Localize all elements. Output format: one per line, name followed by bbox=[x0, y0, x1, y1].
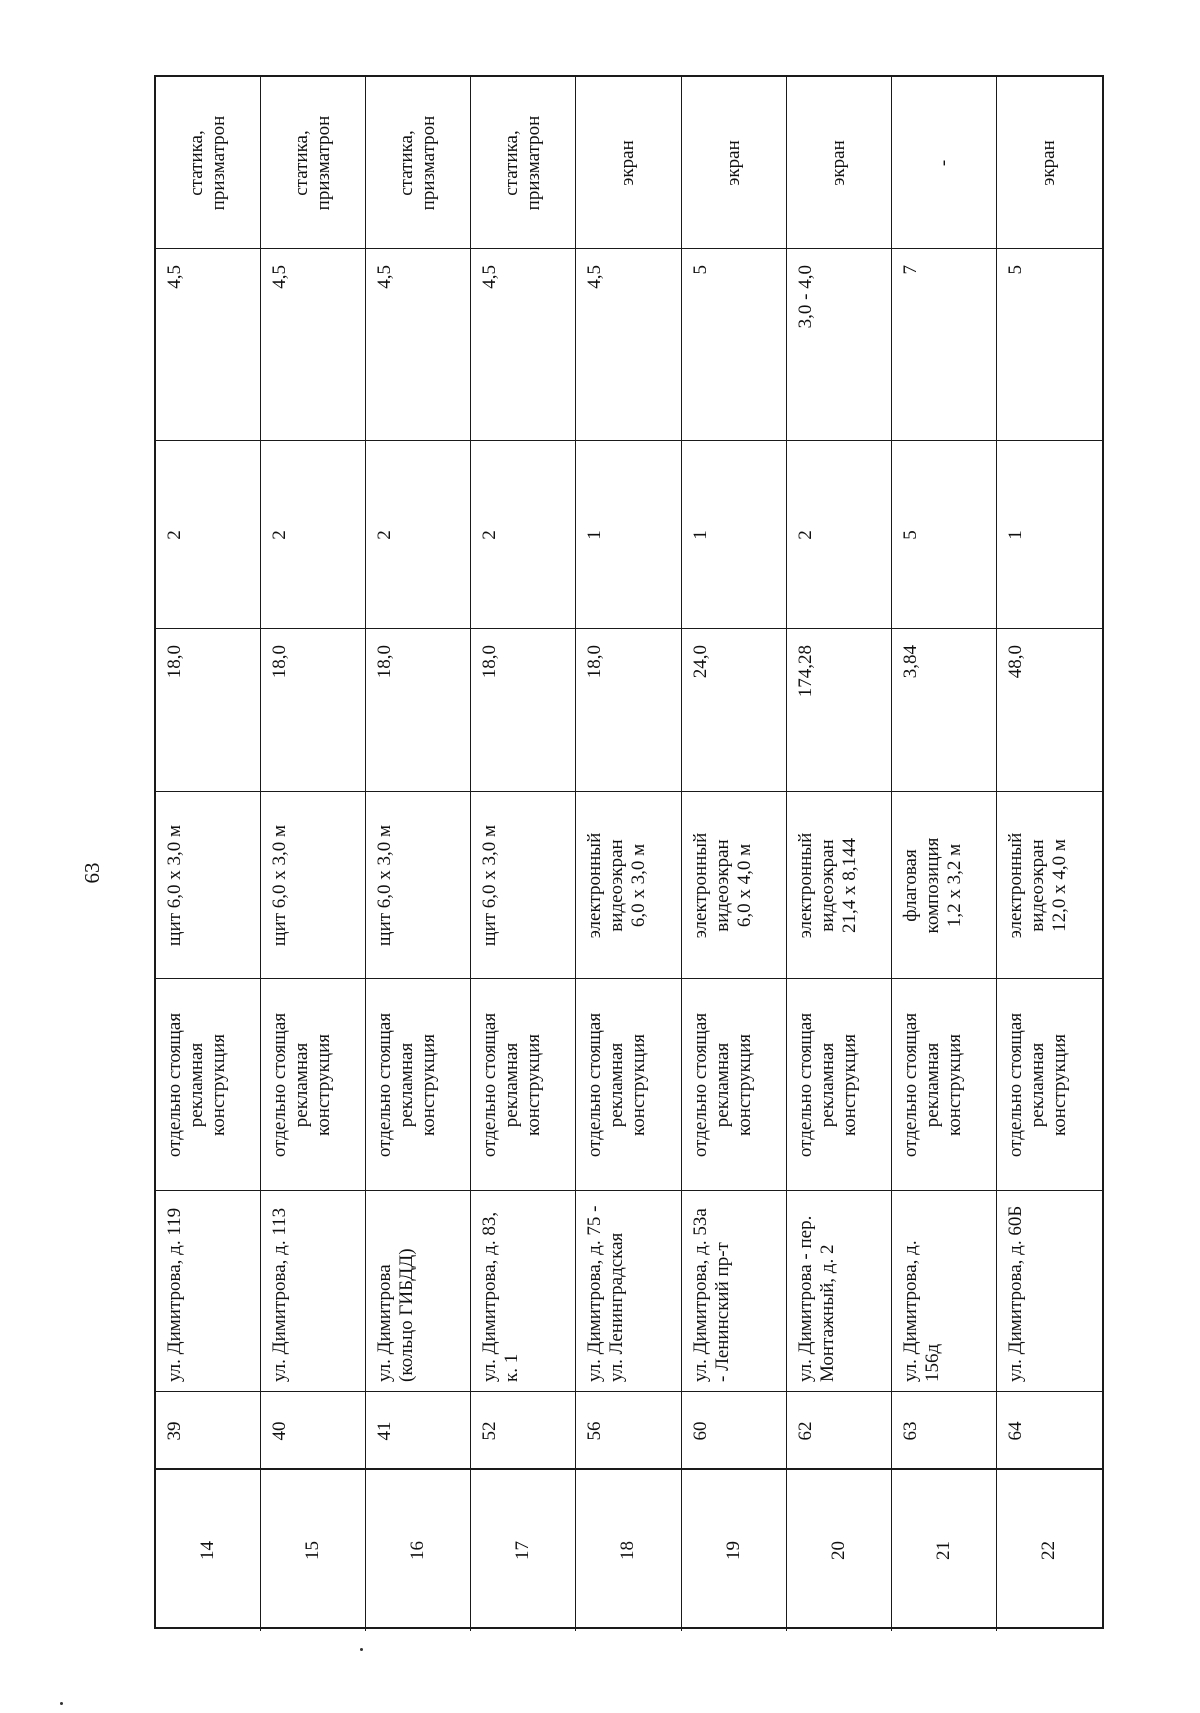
format-cell bbox=[156, 792, 261, 979]
tech-line: статика, bbox=[396, 130, 418, 196]
format-line: видеоэкран bbox=[816, 839, 838, 932]
format-cell bbox=[261, 792, 366, 979]
format-line: электронный bbox=[584, 832, 606, 939]
sides-cell bbox=[261, 441, 366, 629]
type-cell bbox=[366, 979, 471, 1191]
index-value: 19 bbox=[722, 1541, 744, 1560]
height-value: 5 bbox=[1004, 265, 1026, 275]
index-value: 17 bbox=[512, 1541, 534, 1560]
format-line: композиция bbox=[921, 837, 943, 934]
type-line: конструкция bbox=[208, 1034, 229, 1136]
address-line: ул. Димитрова - пер. bbox=[794, 1215, 816, 1382]
sides-value: 1 bbox=[1004, 530, 1026, 540]
height-value: 4,5 bbox=[584, 265, 606, 289]
type-line: рекламная bbox=[291, 1042, 313, 1128]
address-line: ул. Димитрова, д. 60Б bbox=[1004, 1205, 1026, 1382]
index-value: 20 bbox=[827, 1541, 849, 1560]
format-line: видеоэкран bbox=[1026, 839, 1048, 932]
tech-cell bbox=[576, 77, 681, 249]
format-cell bbox=[576, 792, 681, 979]
type-line: конструкция bbox=[313, 1034, 335, 1136]
index-value: 18 bbox=[617, 1541, 639, 1560]
tech-line: статика, bbox=[501, 130, 523, 196]
type-cell bbox=[471, 979, 576, 1191]
sides-value: 2 bbox=[479, 530, 501, 540]
type-line: рекламная bbox=[501, 1042, 523, 1128]
type-cell bbox=[156, 979, 261, 1191]
type-line: конструкция bbox=[523, 1034, 545, 1136]
address-line: к. 1 bbox=[501, 1353, 523, 1382]
address-cell bbox=[471, 1191, 576, 1392]
format-line: 1,2 х 3,2 м bbox=[943, 843, 965, 928]
address-line: ул. Ленинградская bbox=[606, 1232, 628, 1382]
format-line: электронный bbox=[689, 832, 711, 939]
number-cell bbox=[471, 1392, 576, 1470]
type-line: рекламная bbox=[186, 1042, 207, 1128]
area-cell bbox=[576, 629, 681, 792]
sides-cell bbox=[576, 441, 681, 629]
tech-line: призматрон bbox=[418, 115, 440, 211]
format-line: электронный bbox=[1004, 832, 1026, 939]
number-cell bbox=[261, 1392, 366, 1470]
height-cell bbox=[156, 249, 261, 441]
index-cell bbox=[787, 1470, 892, 1631]
type-line: отдельно стоящая bbox=[164, 1012, 185, 1158]
tech-cell bbox=[366, 77, 471, 249]
area-value: 24,0 bbox=[689, 645, 711, 679]
type-line: рекламная bbox=[1026, 1042, 1048, 1128]
type-line: конструкция bbox=[1048, 1034, 1070, 1136]
tech-cell bbox=[892, 77, 997, 249]
tech-line: экран bbox=[1037, 140, 1059, 186]
type-cell bbox=[997, 979, 1102, 1191]
address-cell bbox=[892, 1191, 997, 1392]
area-value: 18,0 bbox=[479, 645, 501, 679]
type-line: конструкция bbox=[418, 1034, 440, 1136]
tech-line: статика, bbox=[291, 130, 313, 196]
index-value: 21 bbox=[932, 1541, 954, 1560]
address-line: 156д bbox=[921, 1343, 943, 1382]
tech-line: призматрон bbox=[313, 115, 335, 211]
sides-cell bbox=[682, 441, 787, 629]
tech-line: - bbox=[932, 159, 954, 167]
index-value: 22 bbox=[1037, 1541, 1059, 1560]
scan-speck bbox=[360, 1648, 363, 1651]
height-cell bbox=[997, 249, 1102, 441]
type-line: рекламная bbox=[816, 1042, 838, 1128]
type-line: отдельно стоящая bbox=[794, 1012, 816, 1158]
address-line: Монтажный, д. 2 bbox=[816, 1244, 838, 1382]
area-cell bbox=[156, 629, 261, 792]
height-value: 4,5 bbox=[164, 265, 185, 289]
tech-cell bbox=[261, 77, 366, 249]
document-table bbox=[154, 75, 1104, 1629]
area-cell bbox=[997, 629, 1102, 792]
number-value: 56 bbox=[584, 1421, 606, 1441]
sides-value: 2 bbox=[269, 530, 291, 540]
height-value: 5 bbox=[689, 265, 711, 275]
format-line: видеоэкран bbox=[606, 839, 628, 932]
address-line: ул. Димитрова, д. 83, bbox=[479, 1211, 501, 1382]
format-line: 6,0 х 4,0 м bbox=[733, 843, 755, 928]
address-line: - Ленинский пр-т bbox=[711, 1242, 733, 1382]
index-cell bbox=[366, 1470, 471, 1631]
type-cell bbox=[261, 979, 366, 1191]
tech-cell bbox=[471, 77, 576, 249]
area-cell bbox=[892, 629, 997, 792]
index-cell bbox=[576, 1470, 681, 1631]
address-line: ул. Димитрова, д. 119 bbox=[164, 1207, 185, 1382]
type-line: отдельно стоящая bbox=[479, 1012, 501, 1158]
address-line: ул. Димитрова bbox=[374, 1264, 396, 1382]
type-line: отдельно стоящая bbox=[269, 1012, 291, 1158]
height-value: 7 bbox=[899, 265, 921, 275]
page-number: 63 bbox=[80, 862, 104, 884]
index-cell bbox=[156, 1470, 261, 1631]
format-line: электронный bbox=[794, 832, 816, 939]
type-line: рекламная bbox=[606, 1042, 628, 1128]
format-line: 6,0 х 3,0 м bbox=[628, 843, 650, 928]
height-cell bbox=[366, 249, 471, 441]
sides-value: 1 bbox=[584, 530, 606, 540]
tech-line: призматрон bbox=[208, 115, 229, 211]
format-cell bbox=[787, 792, 892, 979]
number-cell bbox=[576, 1392, 681, 1470]
area-value: 18,0 bbox=[164, 645, 185, 679]
tech-cell bbox=[997, 77, 1102, 249]
tech-line: призматрон bbox=[523, 115, 545, 211]
index-cell bbox=[471, 1470, 576, 1631]
type-line: отдельно стоящая bbox=[1004, 1012, 1026, 1158]
height-cell bbox=[682, 249, 787, 441]
tech-cell bbox=[682, 77, 787, 249]
tech-line: экран bbox=[827, 140, 849, 186]
area-value: 18,0 bbox=[584, 645, 606, 679]
sides-cell bbox=[892, 441, 997, 629]
number-value: 63 bbox=[899, 1421, 921, 1441]
type-line: рекламная bbox=[711, 1042, 733, 1128]
area-cell bbox=[682, 629, 787, 792]
address-cell bbox=[787, 1191, 892, 1392]
format-line: щит 6,0 х 3,0 м bbox=[479, 824, 501, 947]
sides-value: 1 bbox=[689, 530, 711, 540]
area-cell bbox=[787, 629, 892, 792]
address-cell bbox=[156, 1191, 261, 1392]
number-value: 60 bbox=[689, 1421, 711, 1441]
index-value: 16 bbox=[407, 1541, 429, 1560]
index-value: 14 bbox=[197, 1541, 218, 1560]
index-cell bbox=[892, 1470, 997, 1631]
format-line: щит 6,0 х 3,0 м bbox=[164, 824, 185, 947]
format-cell bbox=[997, 792, 1102, 979]
type-line: рекламная bbox=[921, 1042, 943, 1128]
type-line: рекламная bbox=[396, 1042, 418, 1128]
area-cell bbox=[366, 629, 471, 792]
height-value: 4,5 bbox=[479, 265, 501, 289]
number-value: 39 bbox=[164, 1421, 185, 1441]
height-cell bbox=[892, 249, 997, 441]
type-line: отдельно стоящая bbox=[584, 1012, 606, 1158]
type-line: отдельно стоящая bbox=[899, 1012, 921, 1158]
sides-cell bbox=[156, 441, 261, 629]
sides-value: 2 bbox=[164, 530, 185, 540]
sides-value: 2 bbox=[374, 530, 396, 540]
area-cell bbox=[261, 629, 366, 792]
format-line: видеоэкран bbox=[711, 839, 733, 932]
type-line: отдельно стоящая bbox=[374, 1012, 396, 1158]
type-line: конструкция bbox=[628, 1034, 650, 1136]
type-cell bbox=[682, 979, 787, 1191]
number-cell bbox=[682, 1392, 787, 1470]
area-value: 18,0 bbox=[269, 645, 291, 679]
type-cell bbox=[787, 979, 892, 1191]
tech-cell bbox=[156, 77, 261, 249]
sides-value: 2 bbox=[794, 530, 816, 540]
scan-speck bbox=[60, 1702, 63, 1705]
address-line: ул. Димитрова, д. 75 - bbox=[584, 1205, 606, 1382]
index-cell bbox=[682, 1470, 787, 1631]
format-line: щит 6,0 х 3,0 м bbox=[374, 824, 396, 947]
type-line: конструкция bbox=[733, 1034, 755, 1136]
sides-cell bbox=[997, 441, 1102, 629]
height-value: 3,0 - 4,0 bbox=[794, 265, 816, 329]
index-value: 15 bbox=[302, 1541, 324, 1560]
area-value: 3,84 bbox=[899, 645, 921, 679]
sides-cell bbox=[787, 441, 892, 629]
height-cell bbox=[576, 249, 681, 441]
tech-cell bbox=[787, 77, 892, 249]
format-cell bbox=[366, 792, 471, 979]
tech-line: экран bbox=[617, 140, 639, 186]
type-line: конструкция bbox=[943, 1034, 965, 1136]
number-value: 41 bbox=[374, 1421, 396, 1441]
height-cell bbox=[471, 249, 576, 441]
address-cell bbox=[682, 1191, 787, 1392]
format-cell bbox=[471, 792, 576, 979]
number-cell bbox=[997, 1392, 1102, 1470]
address-cell bbox=[366, 1191, 471, 1392]
tech-line: статика, bbox=[186, 130, 207, 196]
number-cell bbox=[892, 1392, 997, 1470]
tech-line: экран bbox=[722, 140, 744, 186]
height-value: 4,5 bbox=[374, 265, 396, 289]
address-line: (кольцо ГИБДД) bbox=[396, 1248, 418, 1382]
number-cell bbox=[787, 1392, 892, 1470]
sides-cell bbox=[471, 441, 576, 629]
height-cell bbox=[261, 249, 366, 441]
number-value: 64 bbox=[1004, 1421, 1026, 1441]
type-cell bbox=[576, 979, 681, 1191]
area-value: 174,28 bbox=[794, 645, 816, 698]
number-cell bbox=[366, 1392, 471, 1470]
sides-value: 5 bbox=[899, 530, 921, 540]
type-line: отдельно стоящая bbox=[689, 1012, 711, 1158]
type-line: конструкция bbox=[838, 1034, 860, 1136]
format-line: щит 6,0 х 3,0 м bbox=[269, 824, 291, 947]
number-cell bbox=[156, 1392, 261, 1470]
height-cell bbox=[787, 249, 892, 441]
format-line: 21,4 х 8,144 bbox=[838, 838, 860, 933]
number-value: 40 bbox=[269, 1421, 291, 1441]
format-cell bbox=[682, 792, 787, 979]
format-line: флаговая bbox=[899, 849, 921, 922]
address-line: ул. Димитрова, д. 53а bbox=[689, 1208, 711, 1382]
format-cell bbox=[892, 792, 997, 979]
number-value: 62 bbox=[794, 1421, 816, 1441]
address-cell bbox=[576, 1191, 681, 1392]
address-line: ул. Димитрова, д. 113 bbox=[269, 1207, 291, 1382]
format-line: 12,0 х 4,0 м bbox=[1048, 839, 1070, 932]
sides-cell bbox=[366, 441, 471, 629]
index-cell bbox=[261, 1470, 366, 1631]
area-cell bbox=[471, 629, 576, 792]
index-cell bbox=[997, 1470, 1102, 1631]
area-value: 18,0 bbox=[374, 645, 396, 679]
area-value: 48,0 bbox=[1004, 645, 1026, 679]
address-cell bbox=[261, 1191, 366, 1392]
address-cell bbox=[997, 1191, 1102, 1392]
height-value: 4,5 bbox=[269, 265, 291, 289]
address-line: ул. Димитрова, д. bbox=[899, 1240, 921, 1382]
type-cell bbox=[892, 979, 997, 1191]
number-value: 52 bbox=[479, 1421, 501, 1441]
